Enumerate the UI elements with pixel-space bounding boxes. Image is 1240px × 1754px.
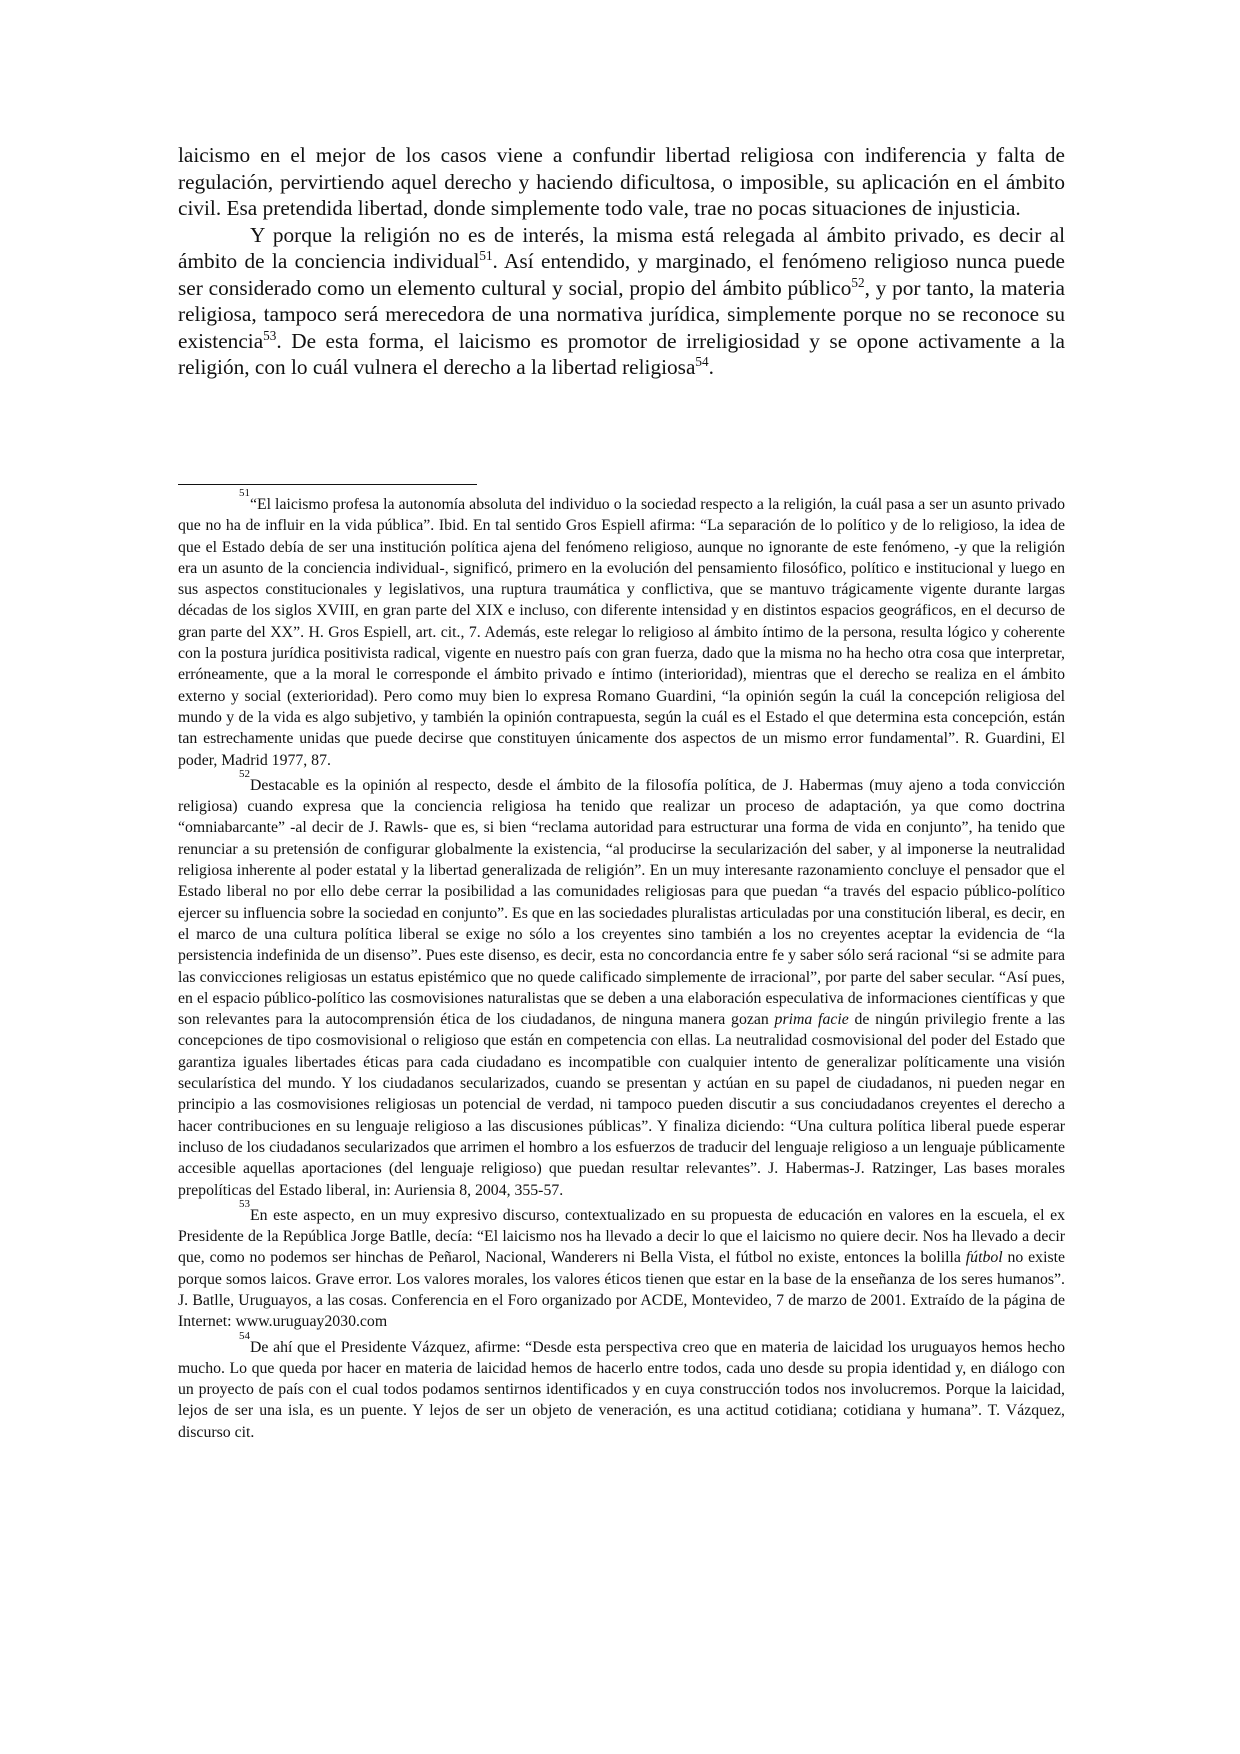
footnote-54 <box>178 1329 1065 1443</box>
footnote-text-53-part-1: En este aspecto, en un muy expresivo discurso, contextualizado en su propuesta de educación en valores en la escuela, el ex Presidente de la República Jorge Batlle, decía: “El laicismo nos ha llevado a decir lo que el laicismo no quiere decir. Nos ha llevado a decir que, como no podemos ser hinchas de Peñarol, Nacional, Wanderers ni Bella Vista, el fútbol no existe, entonces la bolilla <box>178 1206 1065 1267</box>
footnote-ref-51[interactable]: 51 <box>479 247 493 263</box>
footnote-text-54: De ahí que el Presidente Vázquez, afirme: “Desde esta perspectiva creo que en materia de laicidad los uruguayos hemos hecho mucho. Lo que queda por hacer en materia de laicidad hemos de hacerlo entre todos, cada uno desde su propia identidad y, en diálogo con un proyecto de país con el cual todos podamos sentirnos identificados y en cuya construcción todos nos involucremos. Porque la laicidad, lejos de ser una isla, es un puente. Y lejos de ser un objeto de veneración, es una actitud cotidiana; cotidiana y humana”. T. Vázquez, discurso cit. <box>178 1338 1065 1441</box>
footnote-52 <box>178 767 1065 1201</box>
paragraph-2-part-4: . De esta forma, el laicismo es promotor de irreligiosidad y se opone activamente a la religión, con lo cuál vulnera el derecho a la libertad religiosa <box>178 328 1065 379</box>
footnote-text-52-part-1: Destacable es la opinión al respecto, desde el ámbito de la filosofía política, de J. Habermas (muy ajeno a toda convicción religiosa) cuando expresa que la conciencia religiosa ha tenido que realizar un proceso de adaptación, ya que como doctrina “omniabarcante” -al decir de J. Rawls- que es, si bien “reclama autoridad para estructurar una forma de vida en conjunto”, ha tenido que renunciar a su pretensión de configurar globalmente la existencia, “al producirse la secularización del saber, y al imponerse la neutralidad religiosa inherente al poder estatal y la libertad generalizada de religión”. En un muy interesante razonamiento concluye el pensador que el Estado liberal no por ello debe cerrar la posibilidad a las comunidades religiosas para que puedan “a través del espacio público-político ejercer su influencia sobre la sociedad en conjunto”. Es que en las sociedades pluralistas articuladas por una constitución liberal, es decir, en el marco de una cultura política liberal se exige no sólo a los creyentes sino también a los no creyentes aceptar la evidencia de “la persistencia indefinida de un disenso”. Pues este disenso, es decir, esta no concordancia entre fe y saber sólo será racional “si se admite para las convicciones religiosas un estatus epistémico que no quede calificado simplemente de irracional”, por parte del saber secular. “Así pues, en el espacio público-político las cosmovisiones naturalistas que se deben a una elaboración especulativa de informaciones científicas y que son relevantes para la autocomprensión ética de los ciudadanos, de ninguna manera gozan <box>178 776 1065 1029</box>
footnote-ref-54[interactable]: 54 <box>695 353 709 369</box>
footnote-ref-53[interactable]: 53 <box>263 327 277 343</box>
paragraph-2 <box>178 222 1065 381</box>
footnote-number-52: 52 <box>239 767 250 780</box>
footnote-text-52-italic: prima facie <box>774 1011 849 1029</box>
body-text <box>178 142 1065 381</box>
paragraph-2-part-5: . <box>708 355 714 379</box>
footnote-text-52-part-2: de ningún privilegio frente a las concepciones de tipo cosmovisional o religioso que están en competencia con ellas. La neutralidad cosmovisional del poder del Estado que garantiza iguales libertades éticas para cada ciudadano es incompatible con cualquier intento de generalizar políticamente una visión secularística del mundo. Y los ciudadanos secularizados, cuando se presentan y actúan en su papel de ciudadanos, ni pueden negar en principio a las cosmovisiones religiosas un potencial de verdad, ni tampoco pueden discutir a sus conciudadanos creyentes el derecho a hacer contribuciones en su lenguaje religioso a las discusiones públicas”. Y finaliza diciendo: “Una cultura política liberal puede esperar incluso de los ciudadanos secularizados que arrimen el hombro a los esfuerzos de traducir del lenguaje religioso a un lenguaje públicamente accesible aquellas aportaciones (del lenguaje religioso) que puedan resultar relevantes”. J. Habermas-J. Ratzinger, Las bases morales prepolíticas del Estado liberal, in: Auriensia 8, 2004, 355-57. <box>178 1011 1065 1199</box>
footnote-51 <box>178 487 1065 771</box>
footnote-ref-52[interactable]: 52 <box>851 274 865 290</box>
paragraph-2-part-3: , y por tanto, la materia religiosa, tampoco será merecedora de una normativa jurídica, simplemente porque no se reconoce su existencia <box>178 275 1065 353</box>
paragraph-2-part-2: . Así entendido, y marginado, el fenómeno religioso nunca puede ser considerado como un elemento cultural y social, propio del ámbito público <box>178 249 1065 300</box>
footnote-text-51: “El laicismo profesa la autonomía absoluta del individuo o la sociedad respecto a la religión, la cuál pasa a ser un asunto privado que no ha de influir en la vida pública”. Ibid. En tal sentido Gros Espiell afirma: “La separación de lo político y de lo religioso, la idea de que el Estado debía de ser una institución política ajena del fenómeno religioso, aunque no ignorante de este fenómeno, -y que la religión era un asunto de la conciencia individual-, significó, primero en la evolución del pensamiento filosófico, político e institucional y luego en sus aspectos constitucionales y legislativos, una ruptura traumática y conflictiva, que se mantuvo trágicamente vigente durante largas décadas de los siglos XVIII, en gran parte del XIX e incluso, con diferente intensidad y en distintos espacios geográficos, en el decurso de gran parte del XX”. H. Gros Espiell, art. cit., 7. Además, este relegar lo religioso al ámbito íntimo de la persona, resulta lógico y coherente con la postura jurídica positivista radical, vigente en nuestro país con gran fuerza, dado que la misma no ha hecho otra cosa que interpretar, erróneamente, que a la moral le corresponde el ámbito privado e íntimo (interioridad), mientras que el derecho se realiza en el ámbito externo y social (exterioridad). Pero como muy bien lo expresa Romano Guardini, “la opinión según la cuál la concepción religiosa del mundo y de la vida es algo subjetivo, y también la opinión contrapuesta, según la cuál es el Estado el que determina esta concepción, están tan estrechamente unidas que puede decirse que constituyen únicamente dos aspectos de un mismo error fundamental”. R. Guardini, El poder, Madrid 1977, 87. <box>178 496 1065 769</box>
paragraph-1: laicismo en el mejor de los casos viene a confundir libertad religiosa con indiferencia y falta de regulación, pervirtiendo aquel derecho y haciendo dificultosa, o imposible, su aplicación en el ámbito civil. Esa pretendida libertad, donde simplemente todo vale, trae no pocas situaciones de injusticia. <box>178 143 1065 220</box>
footnote-text-53-italic: fútbol <box>965 1249 1003 1267</box>
footnote-separator <box>178 484 477 485</box>
paragraph-2-part-1: Y porque la religión no es de interés, la misma está relegada al ámbito privado, es decir al ámbito de la conciencia individual <box>178 222 1065 273</box>
footnote-number-53: 53 <box>239 1197 250 1210</box>
footnote-53 <box>178 1197 1066 1333</box>
footnote-number-51: 51 <box>239 487 250 499</box>
footnote-text-53-part-2: no existe porque somos laicos. Grave error. Los valores morales, los valores éticos tienen que estar en la base de la enseñanza de los seres humanos”. J. Batlle, Uruguayos, a las cosas. Conferencia en el Foro organizado por ACDE, Montevideo, 7 de marzo de 2001. Extraído de la página de Internet: www.uruguay2030.com <box>178 1249 1066 1331</box>
footnotes <box>178 487 1066 1447</box>
footnote-number-54: 54 <box>239 1329 250 1342</box>
